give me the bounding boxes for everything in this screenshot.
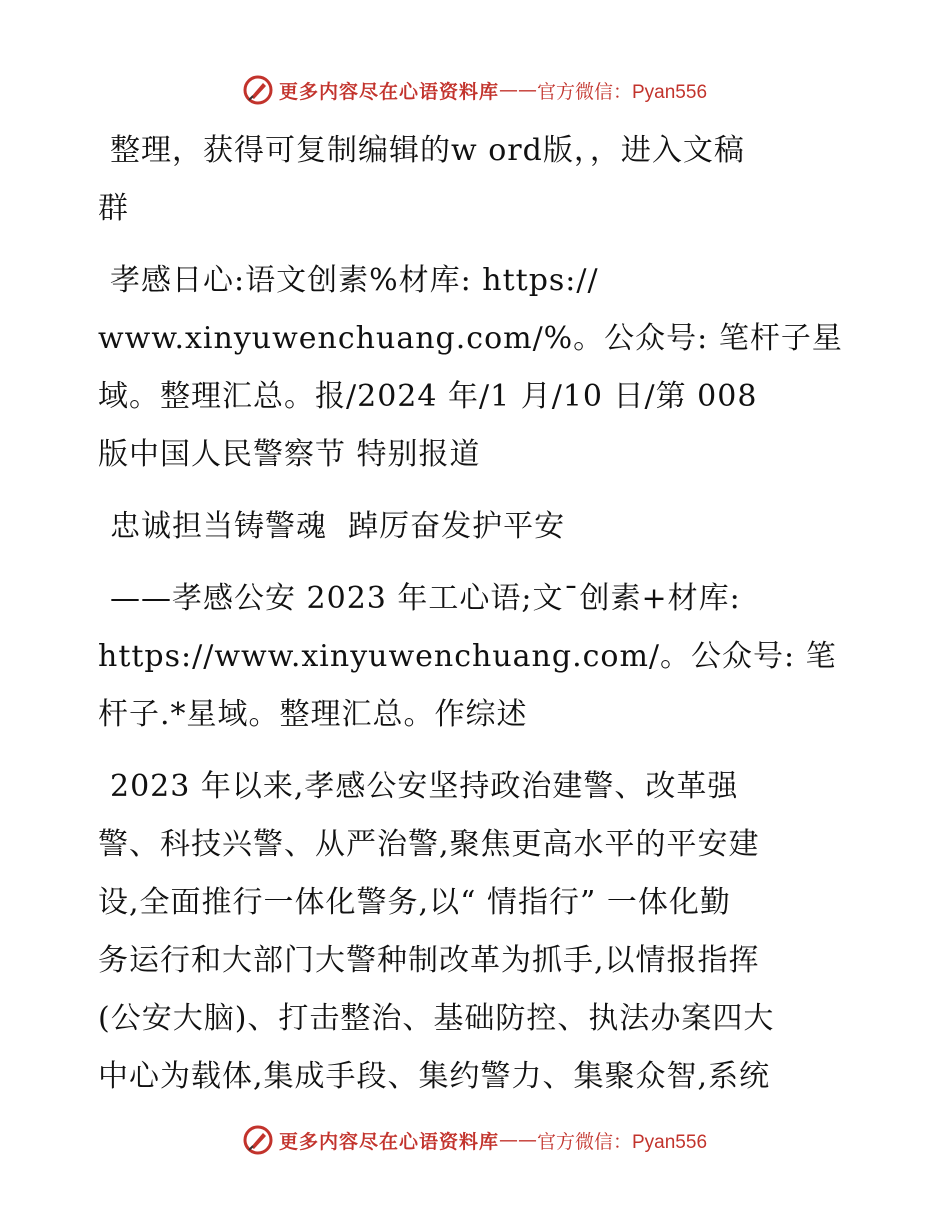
text-line: https://www.xinyuwenchuang.com/。公众号: 笔: [98, 639, 837, 674]
text-line: 版中国人民警察节 特别报道: [98, 437, 481, 472]
text-line: (公安大脑)、打击整治、基础防控、执法办案四大: [98, 1001, 775, 1036]
article-subtitle: [98, 570, 858, 744]
header-banner: [0, 72, 950, 108]
text-line: 务运行和大部门大警种制改革为抓手,以情报指挥: [98, 943, 760, 978]
banner-wechat: 官方微信：Pyan556: [537, 81, 708, 103]
text-line: 警、科技兴警、从严治警,聚焦更高水平的平安建: [98, 827, 760, 862]
text-line: 孝感日心:语文创素%材库: https://: [110, 263, 599, 298]
banner-separator: ——: [499, 1129, 537, 1151]
paragraph-body: [98, 758, 858, 1106]
quill-logo-icon: [243, 75, 273, 105]
text-line: 2023 年以来,孝感公安坚持政治建警、改革强: [110, 769, 739, 804]
text-line: 域。整理汇总。报/2024 年/1 月/10 日/第 008: [98, 379, 758, 414]
text-line: 群: [98, 191, 129, 226]
banner-slogan: 更多内容尽在心语资料库: [278, 80, 499, 103]
document-body: [98, 122, 858, 1120]
article-title: [98, 498, 858, 556]
paragraph-intro: [98, 122, 858, 238]
text-line: www.xinyuwenchuang.com/%。公众号: 笔杆子星: [98, 321, 843, 356]
text-line: ——孝感公安 2023 年工心语;文¯创素+材库:: [110, 581, 741, 616]
text-line: 中心为载体,集成手段、集约警力、集聚众智,系统: [98, 1059, 771, 1094]
text-line: 杆子.*星域。整理汇总。作综述: [98, 697, 528, 732]
banner-slogan: 更多内容尽在心语资料库: [278, 1130, 499, 1153]
quill-logo-icon: [243, 1125, 273, 1155]
paragraph-source: [98, 252, 858, 484]
text-line: 忠诚担当铸警魂 踔厉奋发护平安: [110, 509, 566, 544]
text-line: 设,全面推行一体化警务,以“ 情指行” 一体化勤: [98, 885, 731, 920]
text-line: 整理，获得可复制编辑的w ord版，，进入文稿: [110, 133, 745, 168]
footer-banner: [0, 1122, 950, 1158]
banner-separator: ——: [499, 79, 537, 101]
banner-wechat: 官方微信：Pyan556: [537, 1131, 708, 1153]
